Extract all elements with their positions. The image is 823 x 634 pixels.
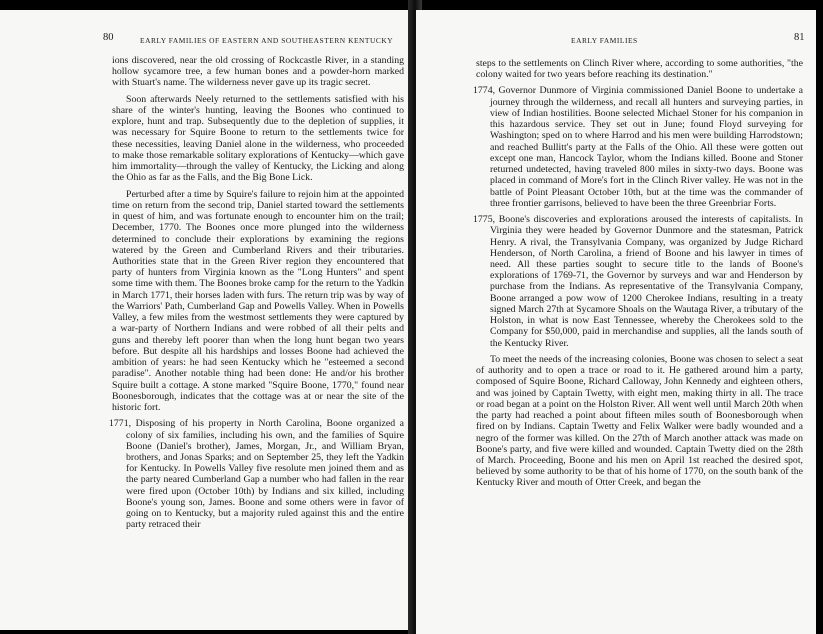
paragraph: 1775, Boone's discoveries and explorations aroused the interests of capitalists. In Virginia they were headed by Governor Dunmore and the statesman, Patrick Henry. A rival, the Transylvania Company, was organized by Judge Richard Henderson, of North Carolina, a friend of Boone and his lawyer in times of need. All these parties sought to secure title to the lands of Boone's explorations of 1769-71, the Governor by surveys and war and Henderson by purchase from the Indians. As representative of the Transylvania Company, Boone arranged a pow wow of 1200 Cherokee Indians, resulting in a treaty signed March 27th at Sycamore Shoals on the Wautaga River, a tributary of the Holston, in what is now East Tennessee, whereby the Cherokees sold to the Company for $50,000, paid in merchandise and supplies, all the lands south of the Kentucky River.: [473, 214, 803, 349]
paragraph: Soon afterwards Neely returned to the settlements satisfied with his share of the winter's hunting, leaving the Boones who continued to explore, hunt and trap. Subsequently due to the depletion of supplies, it was necessary for Squire Boone to return to the settlements twice for these necessities, leaving Daniel alone in the wilderness, who proceeded to make those remarkable solitary explorations of Kentucky—which gave him immortality—through the valley of Kentucky, the Licking and along the Ohio as far as the Falls, and the Big Bone Lick.: [112, 93, 404, 184]
left-running-head: EARLY FAMILIES OF EASTERN AND SOUTHEASTERN KENTUCKY: [140, 36, 394, 45]
left-page-number: 80: [103, 32, 114, 43]
left-page-body: [109, 55, 404, 536]
paragraph: ions discovered, near the old crossing of Rockcastle River, in a standing hollow sycamore tree, a few human bones and a powder-horn marked with Stuart's name. The wilderness never gave up its tragic secret.: [112, 55, 404, 89]
paragraph: 1774, Governor Dunmore of Virginia commissioned Daniel Boone to undertake a journey through the wilderness, and recall all hunters and surveying parties, in view of Indian hostilities. Boone selected Michael Stoner for his companion in this hazardous service. They set out in June; found Floyd surveying for Washington; sped on to where Harrod and his men were building Harrodstown; and reached Bullitt's party at the Falls of the Ohio. All these were gotten out except one man, Hancock Taylor, whom the Indians killed. Boone and Stoner returned undetected, having traveled 800 miles in sixty-two days. Boone was placed in command of More's fort in the Clinch River valley. He was not in the battle of Point Pleasant October 10th, but at the time was the commander of three frontier garrisons, believed to have been the three Greenbriar Forts.: [473, 85, 803, 209]
paragraph: To meet the needs of the increasing colonies, Boone was chosen to select a seat of authority and to open a trace or road to it. He gathered around him a party, composed of Squire Boone, Richard Calloway, John Kennedy and eighteen others, and was joined by Captain Twetty, with eight men, making thirty in all. The trace or road began at a point on the Holston River. All went well until March 20th when the party had reached a point about fifteen miles south of Boonesborough when fired on by Indians. Captain Twetty and Felix Walker were badly wounded and a negro of the former was killed. On the 27th of March another attack was made on Boone's party, and five were killed and wounded. Captain Twetty died on the 28th of March. Proceeding, Boone and his men on April 1st reached the desired spot, believed by some authority to be that of his home of 1770, on the south bank of the Kentucky River and mouth of Otter Creek, and began the: [476, 353, 803, 489]
right-running-head: EARLY FAMILIES: [571, 36, 638, 45]
paragraph: Perturbed after a time by Squire's failure to rejoin him at the appointed time on return from the second trip, Daniel started toward the settlements in quest of him, and was fortunate enough to encounter him on the trail; December, 1770. The Boones once more plunged into the wilderness determined to conclude their explorations by examining the regions watered by the Green and Cumberland Rivers and their tributaries. Authorities state that in the Green River region they encountered that party of hunters from Virginia known as the "Long Hunters" and spent some time with them. The Boones broke camp for the return to the Yadkin in March 1771, their horses laden with furs. The return trip was by way of the Warriors' Path, Cumberland Gap and Powells Valley. When in Powells Valley, a few miles from the westmost settlements they were captured by a war-party of Northern Indians and were robbed of all their pelts and guns and thereby left poorer than when the long hunt began two years before. But despite all his hardships and losses Boone had achieved the ambition of years: he had seen Kentucky which he "esteemed a second paradise". Another notable thing had been done: He and/or his brother Squire built a cottage. A stone marked "Squire Boone, 1770," found near Boonesborough, indicates that the cottage was at or near the site of the historic fort.: [112, 188, 404, 414]
right-page-number: 81: [794, 32, 805, 43]
left-page: [0, 10, 412, 630]
right-page: [416, 10, 816, 634]
paragraph: 1771, Disposing of his property in North Carolina, Boone organized a colony of six families, including his own, and the families of Squire Boone (Daniel's brother), James, Morgan, Jr., and William Bryan, brothers, and Jonas Sparks; and on September 25, they left the Yadkin for Kentucky. In Powells Valley five resolute men joined them and as the party neared Cumberland Gap a number who had fallen in the rear were fired upon (October 10th) by Indians and six killed, including Boone's young son, James. Boone and some others were in favor of going on to Kentucky, but a majority ruled against this and the entire party retraced their: [109, 418, 404, 531]
right-page-body: [473, 58, 803, 494]
paragraph: steps to the settlements on Clinch River where, according to some authorities, "the colony waited for two years before reaching its destination.": [476, 58, 803, 81]
